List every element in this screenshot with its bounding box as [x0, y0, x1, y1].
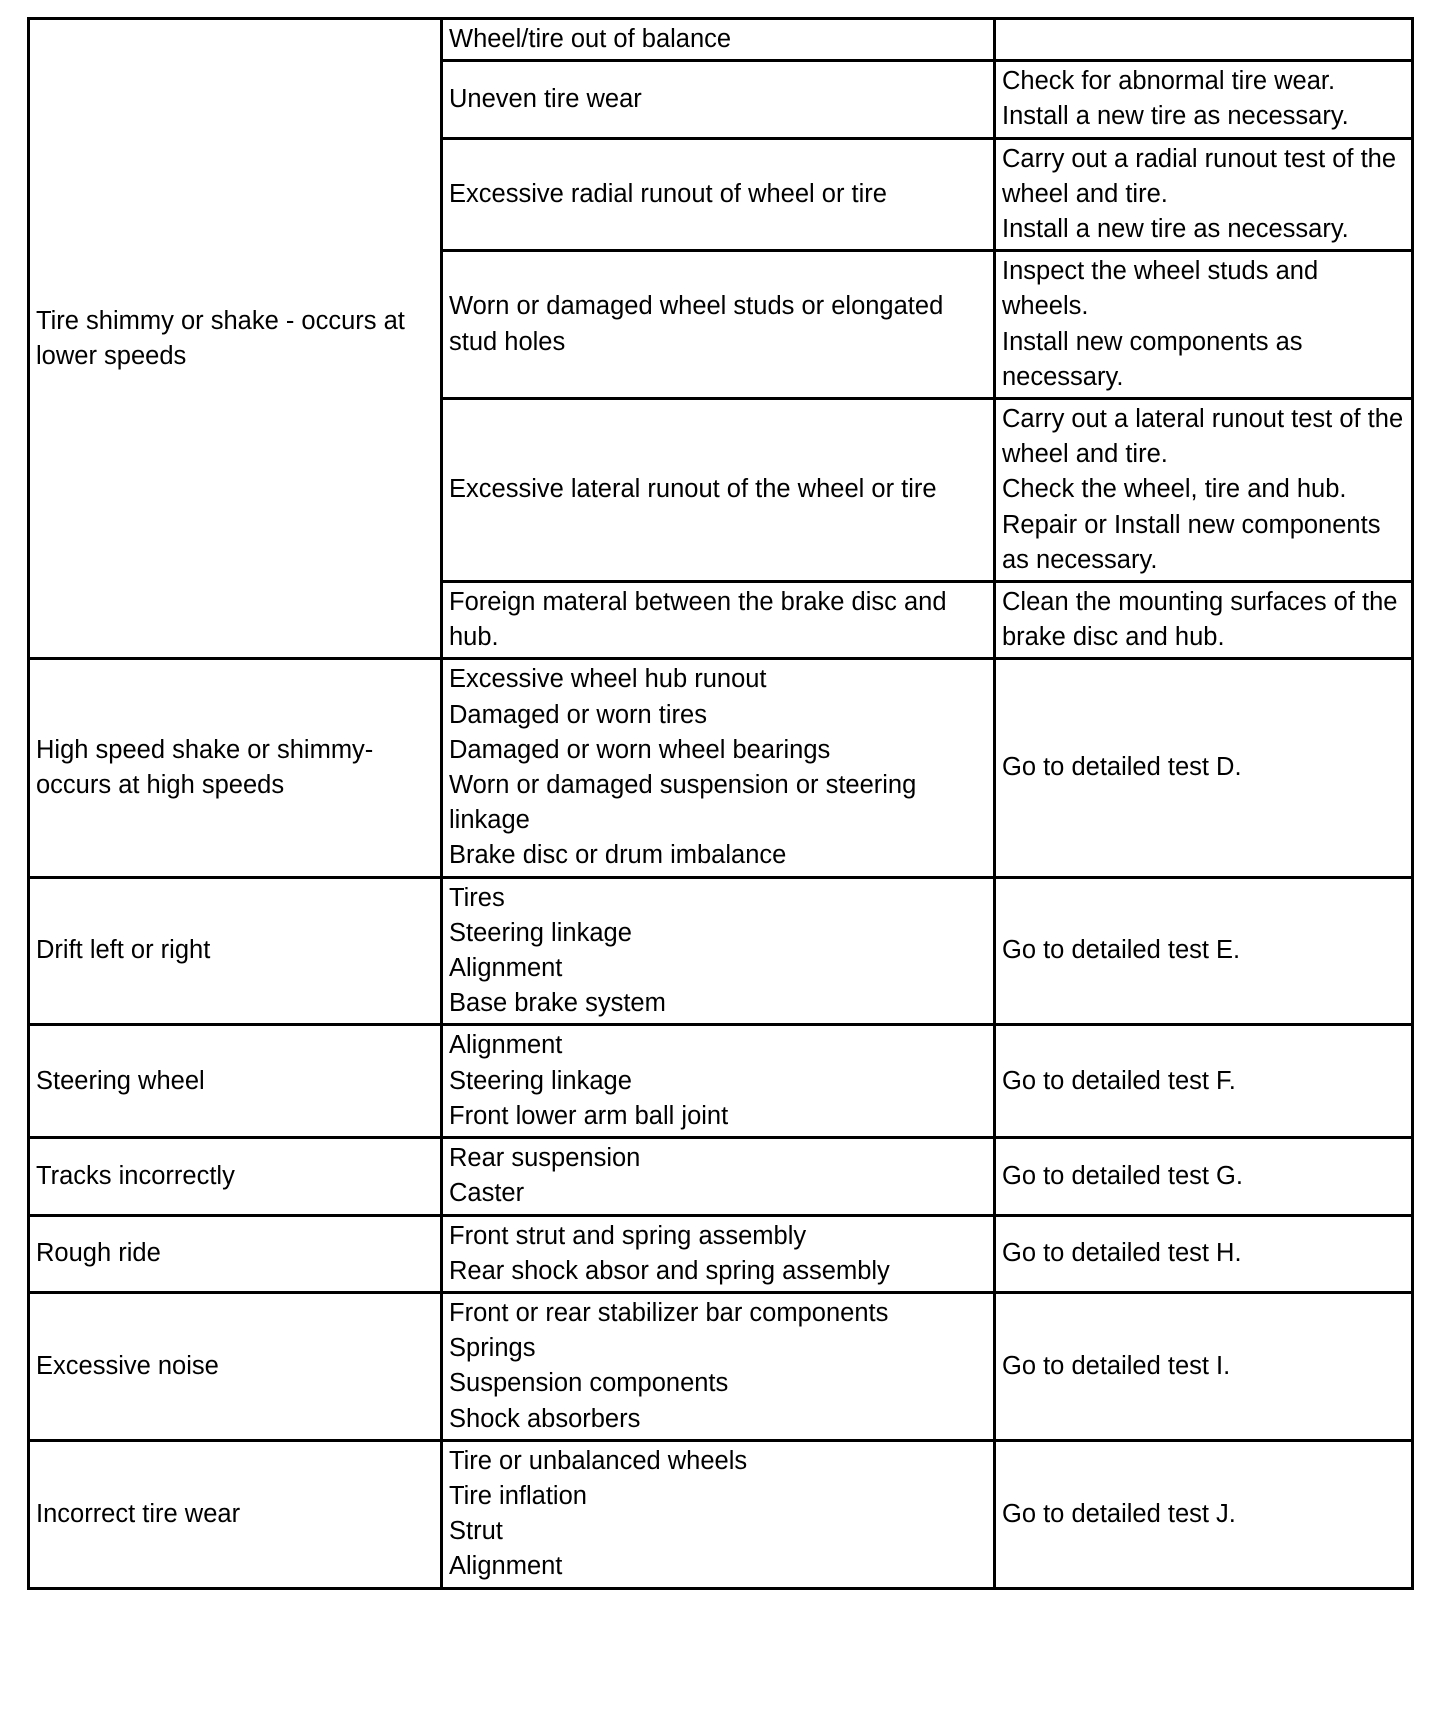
cause-line: Strut: [449, 1517, 503, 1546]
cause-line: Rear shock absor and spring assembly: [449, 1256, 890, 1285]
action-cell: [995, 1138, 1413, 1215]
cause-line: Worn or damaged suspension or steering linkage: [449, 771, 924, 835]
diagnosis-table: [27, 17, 1414, 1590]
table-row: [29, 1215, 1413, 1292]
table-row: [29, 19, 1413, 61]
cause-cell: [442, 1292, 995, 1440]
cause-line: Uneven tire wear: [449, 84, 642, 113]
action-line: Inspect the wheel studs and wheels.: [1002, 257, 1326, 321]
cause-line: Alignment: [449, 1031, 563, 1060]
cause-line: Caster: [449, 1179, 525, 1208]
action-cell: [995, 19, 1413, 61]
cause-line: Rear suspension: [449, 1144, 641, 1173]
cause-line: Worn or damaged wheel studs or elongated stud holes: [449, 292, 951, 356]
symptom-text: Drift left or right: [36, 936, 211, 965]
cause-line: Springs: [449, 1334, 536, 1363]
symptom-text: Excessive noise: [36, 1351, 219, 1380]
symptom-text: Tracks incorrectly: [36, 1161, 235, 1190]
cause-line: Excessive radial runout of wheel or tire: [449, 179, 887, 208]
action-cell: [995, 1292, 1413, 1440]
cause-line: Tire or unbalanced wheels: [449, 1446, 748, 1475]
action-line: Check the wheel, tire and hub.: [1002, 475, 1347, 504]
action-cell: [995, 877, 1413, 1025]
action-line: Carry out a radial runout test of the wheel and tire.: [1002, 144, 1404, 208]
action-cell: [995, 251, 1413, 399]
symptom-text: Rough ride: [36, 1239, 161, 1268]
cause-line: Suspension components: [449, 1369, 729, 1398]
symptom-cell: [29, 19, 442, 659]
action-cell: [995, 1025, 1413, 1138]
cause-cell: [442, 659, 995, 877]
cause-line: Tire inflation: [449, 1481, 587, 1510]
table-row: [29, 877, 1413, 1025]
action-line: Go to detailed test H.: [1002, 1239, 1242, 1268]
action-cell: [995, 1440, 1413, 1588]
action-cell: [995, 61, 1413, 138]
table-row: [29, 1440, 1413, 1588]
cause-cell: [442, 19, 995, 61]
symptom-cell: [29, 1025, 442, 1138]
symptom-cell: [29, 877, 442, 1025]
symptom-text: High speed shake or shimmy-occurs at high speeds: [36, 735, 374, 800]
cause-line: Front or rear stabilizer bar components: [449, 1298, 889, 1327]
cause-cell: [442, 1215, 995, 1292]
cause-cell: [442, 1440, 995, 1588]
action-line: Clean the mounting surfaces of the brake disc and hub.: [1002, 588, 1405, 652]
action-cell: [995, 1215, 1413, 1292]
table-row: [29, 659, 1413, 877]
action-line: Go to detailed test E.: [1002, 936, 1241, 965]
symptom-text: Steering wheel: [36, 1066, 205, 1095]
cause-line: Steering linkage: [449, 1066, 632, 1095]
symptom-cell: [29, 1138, 442, 1215]
action-cell: [995, 582, 1413, 659]
cause-cell: [442, 138, 995, 251]
cause-cell: [442, 1025, 995, 1138]
action-line: Install a new tire as necessary.: [1002, 102, 1349, 131]
cause-line: Excessive wheel hub runout: [449, 665, 767, 694]
symptom-text: Tire shimmy or shake - occurs at lower speeds: [36, 306, 412, 370]
cause-line: Base brake system: [449, 989, 666, 1018]
cause-line: Steering linkage: [449, 918, 632, 947]
action-line: Go to detailed test D.: [1002, 753, 1242, 782]
symptom-cell: [29, 1440, 442, 1588]
cause-cell: [442, 582, 995, 659]
action-line: Go to detailed test F.: [1002, 1066, 1236, 1095]
action-line: Repair or Install new components as necessary.: [1002, 510, 1388, 574]
action-line: Go to detailed test I.: [1002, 1351, 1231, 1380]
cause-line: Foreign materal between the brake disc and hub.: [449, 588, 954, 652]
cause-cell: [442, 877, 995, 1025]
action-line: Install a new tire as necessary.: [1002, 215, 1349, 244]
symptom-cell: [29, 659, 442, 877]
symptom-cell: [29, 1292, 442, 1440]
cause-line: Damaged or worn tires: [449, 700, 707, 729]
cause-line: Alignment: [449, 954, 563, 983]
cause-line: Excessive lateral runout of the wheel or tire: [449, 475, 937, 504]
cause-cell: [442, 399, 995, 582]
action-line: Check for abnormal tire wear.: [1002, 67, 1336, 96]
action-line: Carry out a lateral runout test of the wheel and tire.: [1002, 405, 1411, 469]
cause-line: Front lower arm ball joint: [449, 1101, 729, 1130]
action-cell: [995, 399, 1413, 582]
cause-line: Brake disc or drum imbalance: [449, 841, 787, 870]
symptom-cell: [29, 1215, 442, 1292]
cause-cell: [442, 1138, 995, 1215]
cause-line: Alignment: [449, 1552, 563, 1581]
table-row: [29, 1025, 1413, 1138]
cause-line: Tires: [449, 883, 505, 912]
action-line: Install new components as necessary.: [1002, 327, 1310, 391]
cause-line: Wheel/tire out of balance: [449, 25, 732, 53]
cause-cell: [442, 61, 995, 138]
action-line: Go to detailed test G.: [1002, 1161, 1243, 1190]
cause-line: Damaged or worn wheel bearings: [449, 735, 831, 764]
table-row: [29, 1292, 1413, 1440]
action-line: Go to detailed test J.: [1002, 1499, 1236, 1528]
cause-line: Front strut and spring assembly: [449, 1221, 807, 1250]
diagnosis-table-body: [29, 19, 1413, 1589]
table-row: [29, 1138, 1413, 1215]
symptom-text: Incorrect tire wear: [36, 1499, 241, 1528]
action-cell: [995, 659, 1413, 877]
cause-cell: [442, 251, 995, 399]
cause-line: Shock absorbers: [449, 1404, 641, 1433]
action-cell: [995, 138, 1413, 251]
